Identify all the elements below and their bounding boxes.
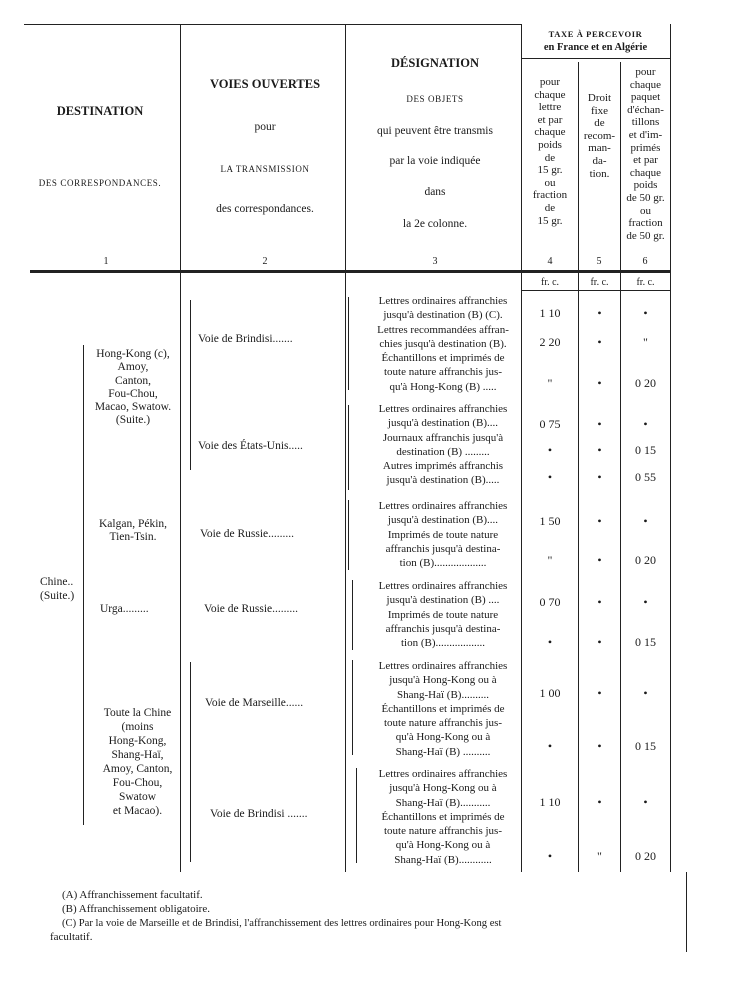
header-line: fraction — [628, 217, 663, 230]
objet-line: tion (B).................. — [400, 637, 486, 650]
header-line: Droit — [587, 92, 612, 104]
col3-line5: dans — [424, 186, 446, 198]
objet-line: Imprimés de toute nature — [387, 608, 499, 621]
tariff-value-cell: 1 10 — [539, 306, 561, 320]
header-line: de — [544, 201, 556, 214]
objets-group-1 — [353, 294, 533, 394]
country-line-1: Chine.. — [40, 576, 74, 588]
objet-line: Lettres ordinaires affranchies — [378, 403, 508, 415]
col3-number: 3 — [432, 256, 438, 267]
objets-brace-1 — [348, 297, 349, 390]
dest-line: Amoy, — [117, 361, 149, 374]
tariff-value-cell: 0 20 — [635, 376, 656, 390]
col4-header — [522, 76, 578, 227]
header-line: primés — [630, 141, 661, 154]
objet-line: jusqu'à destination (B)..... — [386, 474, 500, 487]
tariff-value-cell: " — [547, 376, 553, 390]
objet-line: qu'à Hong-Kong ou à — [395, 839, 491, 852]
tariff-value-cell: • — [597, 553, 602, 567]
country-brace — [83, 345, 84, 825]
header-line: de — [544, 151, 556, 164]
header-line: de 50 gr. — [626, 229, 665, 242]
tariff-value-cell: 0 70 — [539, 595, 561, 609]
header-line: d'échan- — [627, 103, 664, 116]
destination-kalgan — [86, 518, 180, 544]
objet-line: Lettres ordinaires affranchies — [378, 660, 508, 672]
hk-brace — [190, 300, 191, 470]
objet-line: jusqu'à Hong-Kong ou à — [389, 782, 497, 795]
tariff-value-cell: • — [597, 376, 602, 390]
header-line: ou — [640, 204, 651, 217]
header-line: poids — [538, 138, 562, 151]
dest-line: Macao, Swatow. — [94, 401, 172, 414]
tariff-value-cell: • — [597, 795, 602, 809]
tariff-value-cell: • — [643, 306, 648, 320]
tariff-value-cell: • — [547, 739, 553, 753]
header-line: chaque — [629, 166, 662, 179]
units-rule — [521, 290, 670, 291]
objet-line: Journaux affranchis jusqu'à — [382, 431, 504, 444]
objet-line: qu'à Hong-Kong (B) ..... — [389, 380, 497, 393]
tariff-value-cell: • — [597, 417, 602, 431]
dest-line: Hong-Kong, — [108, 735, 167, 747]
header-line: de 50 gr. — [626, 191, 665, 204]
tariff-value-cell: • — [547, 470, 553, 484]
objets-group-6 — [353, 767, 533, 867]
dest-line: Hong-Kong (c), — [96, 348, 170, 360]
objet-line: affranchis jusqu'à destina- — [385, 622, 501, 635]
objet-line: jusqu'à destination (B) .... — [386, 594, 500, 607]
objet-line: Échantillons et imprimés de — [381, 702, 505, 715]
col2-line3: LA TRANSMISSION — [220, 164, 310, 174]
header-line: et d'im- — [628, 128, 663, 141]
country-line-2: (Suite.) — [40, 590, 75, 602]
header-line: 15 gr. — [537, 214, 563, 227]
header-line: 15 gr. — [537, 164, 563, 177]
tariff-value-cell: • — [597, 306, 602, 320]
tariff-value-cell: 0 15 — [635, 443, 656, 457]
voie-etats-unis: Voie des États-Unis..... — [198, 440, 303, 452]
tariff-value-cell: 0 15 — [635, 635, 656, 649]
objet-line: Échantillons et imprimés de — [381, 352, 505, 365]
tariff-value-cell: 1 00 — [539, 686, 561, 700]
objet-line: Shang-Haï (B) .......... — [395, 745, 491, 758]
header-line: pour — [635, 66, 656, 78]
toute-brace — [190, 662, 191, 862]
col1-title: DESTINATION — [56, 104, 144, 118]
tariff-value-cell: • — [643, 595, 648, 609]
objet-line: jusqu'à destination (B).... — [387, 417, 499, 430]
dest-line: et Macao). — [112, 805, 163, 817]
objets-brace-3 — [348, 500, 349, 570]
objet-line: Échantillons et imprimés de — [381, 810, 505, 823]
footnote-b: (B) Affranchissement obligatoire. — [62, 903, 210, 915]
destination-urga: Urga......... — [100, 603, 149, 615]
objet-line: Lettres ordinaires affranchies — [378, 580, 508, 592]
header-line: da- — [592, 154, 607, 167]
tariff-value-cell: • — [597, 514, 602, 528]
col5-number: 5 — [596, 256, 602, 267]
col3-line3: qui peuvent être transmis — [377, 125, 493, 137]
objet-line: qu'à Hong-Kong ou à — [395, 731, 491, 744]
objet-line: chies jusqu'à destination (B). — [379, 337, 507, 350]
header-line: de — [594, 117, 605, 130]
tariff-value-cell: 0 20 — [635, 849, 656, 863]
tariff-value-cell: • — [547, 443, 553, 457]
tariff-value-cell: 1 50 — [539, 514, 561, 528]
voie-marseille: Voie de Marseille...... — [205, 697, 304, 709]
objet-line: Lettres ordinaires affranchies — [378, 295, 508, 307]
voie-brindisi-2: Voie de Brindisi ....... — [210, 808, 308, 820]
tariff-value-cell: • — [597, 470, 602, 484]
objet-line: Shang-Haï (B)............ — [394, 853, 492, 866]
col2-line2: pour — [254, 121, 276, 133]
col-divider-2 — [345, 24, 346, 872]
col3-title: DÉSIGNATION — [391, 56, 479, 70]
tariff-value-cell: 0 20 — [635, 553, 656, 567]
col3-line6: la 2e colonne. — [402, 218, 468, 230]
objet-line: Autres imprimés affranchis — [382, 460, 504, 473]
voie-russie-1: Voie de Russie......... — [200, 528, 295, 540]
objet-line: jusqu'à Hong-Kong ou à — [389, 674, 497, 687]
header-line: recom- — [583, 129, 616, 142]
destination-hong-kong — [86, 348, 180, 428]
destination-toute-la-chine — [90, 706, 185, 818]
objet-line: Shang-Haï (B).......... — [397, 688, 489, 701]
header-line: lettre — [538, 101, 562, 114]
tax-title: TAXE À PERCEVOIR — [548, 29, 643, 39]
header-line: tion. — [589, 167, 610, 180]
col6-header — [621, 66, 670, 242]
col2-line4: des correspondances. — [216, 203, 314, 215]
objet-line: toute nature affranchis jus- — [383, 717, 502, 730]
dest-line: Canton, — [114, 374, 152, 387]
header-line: paquet — [630, 91, 661, 104]
tariff-value-cell: • — [597, 635, 602, 649]
header-line: man- — [588, 142, 611, 155]
objets-group-3 — [353, 499, 533, 570]
footnote-a: (A) Affranchissement facultatif. — [62, 889, 203, 901]
col4-unit: fr. c. — [540, 277, 560, 288]
col3-line2: DES OBJETS — [406, 94, 464, 104]
objets-group-2 — [353, 402, 533, 488]
header-line: chaque — [534, 88, 566, 101]
dest-line: Tien-Tsin. — [109, 531, 157, 543]
header-line: fixe — [590, 104, 609, 117]
tax-header-rule — [521, 58, 670, 59]
footnote-c-line2: facultatif. — [50, 931, 93, 943]
tariff-value-cell: • — [643, 417, 648, 431]
dest-line: Fou-Chou, — [112, 777, 163, 789]
header-line: tillons — [631, 116, 660, 129]
header-line: et par — [633, 154, 658, 167]
header-line: pour — [539, 76, 561, 88]
col2-title: VOIES OUVERTES — [209, 77, 321, 91]
tariff-value-cell: 1 10 — [539, 795, 561, 809]
footnote-margin-line — [686, 872, 687, 952]
col6-number: 6 — [642, 256, 648, 267]
tariff-value-cell: 2 20 — [539, 335, 561, 349]
col5-header — [579, 92, 620, 180]
tariff-value-cell: • — [547, 635, 553, 649]
tax-subtitle: en France et en Algérie — [543, 42, 648, 53]
tariff-value-cell: • — [597, 739, 602, 753]
tariff-value-cell: 0 55 — [635, 470, 656, 484]
table-top-border — [24, 24, 521, 25]
objet-line: affranchis jusqu'à destina- — [385, 542, 501, 555]
tariff-value-cell: • — [547, 849, 553, 863]
dest-line: Swatow — [118, 791, 157, 803]
header-line: chaque — [534, 126, 566, 139]
objet-line: Lettres ordinaires affranchies — [378, 768, 508, 780]
country-label — [40, 575, 74, 603]
objets-group-5 — [353, 659, 533, 759]
col3-line4: par la voie indiquée — [389, 155, 481, 167]
header-line: fraction — [532, 189, 568, 202]
objet-line: toute nature affranchis jus- — [383, 366, 502, 379]
objet-line: jusqu'à destination (B) (C). — [383, 309, 503, 322]
objet-line: toute nature affranchis jus- — [383, 825, 502, 838]
objet-line: destination (B) ......... — [396, 445, 490, 458]
footnote-c-line1: (C) Par la voie de Marseille et de Brindisi, l'affranchissement des lettres ordinaires pour Hong-Kong est — [62, 918, 502, 929]
objet-line: Lettres ordinaires affranchies — [378, 500, 508, 512]
tariff-value-cell: • — [643, 795, 648, 809]
tariff-value-cell: " — [597, 849, 602, 863]
tariff-value-cell: • — [643, 514, 648, 528]
objets-group-4 — [353, 579, 533, 650]
dest-line: (moins — [121, 721, 154, 733]
col1-subtitle: DES CORRESPONDANCES. — [38, 178, 162, 188]
dest-line: Toute la Chine — [103, 707, 172, 719]
header-line: et par — [537, 113, 563, 126]
header-line: chaque — [629, 78, 662, 91]
tariff-value-cell: • — [597, 335, 602, 349]
objet-line: tion (B)................... — [399, 557, 487, 570]
tariff-value-cell: " — [547, 553, 553, 567]
tariff-value-cell: 0 75 — [539, 417, 561, 431]
col5-unit: fr. c. — [590, 277, 609, 288]
tariff-value-cell: • — [643, 686, 648, 700]
col6-unit: fr. c. — [636, 277, 655, 288]
tariff-value-cell: • — [597, 443, 602, 457]
header-bottom-rule — [30, 270, 670, 273]
objets-brace-2 — [348, 405, 349, 490]
dest-line: Shang-Haï, — [111, 749, 164, 761]
dest-line: Kalgan, Pékin, — [98, 518, 168, 530]
tariff-value-cell: • — [597, 595, 602, 609]
objet-line: jusqu'à destination (B).... — [387, 514, 499, 527]
tariff-value-cell: • — [597, 686, 602, 700]
col1-number: 1 — [103, 256, 109, 267]
header-line: poids — [633, 179, 658, 192]
voie-russie-2: Voie de Russie......... — [204, 603, 299, 615]
col4-number: 4 — [547, 256, 553, 267]
tariff-value-cell: " — [643, 335, 648, 349]
objet-line: Imprimés de toute nature — [387, 528, 499, 541]
voie-brindisi-1: Voie de Brindisi....... — [198, 333, 293, 345]
tariff-value-cell: 0 15 — [635, 739, 656, 753]
objet-line: Shang-Haï (B)........... — [395, 796, 491, 809]
col2-number: 2 — [262, 256, 268, 267]
dest-line: Fou-Chou, — [108, 387, 158, 400]
col-divider-6 — [670, 24, 671, 872]
objet-line: Lettres recommandées affran- — [377, 323, 509, 336]
dest-line: Amoy, Canton, — [102, 763, 173, 775]
header-line: ou — [544, 176, 556, 189]
dest-line: (Suite.) — [115, 414, 151, 427]
